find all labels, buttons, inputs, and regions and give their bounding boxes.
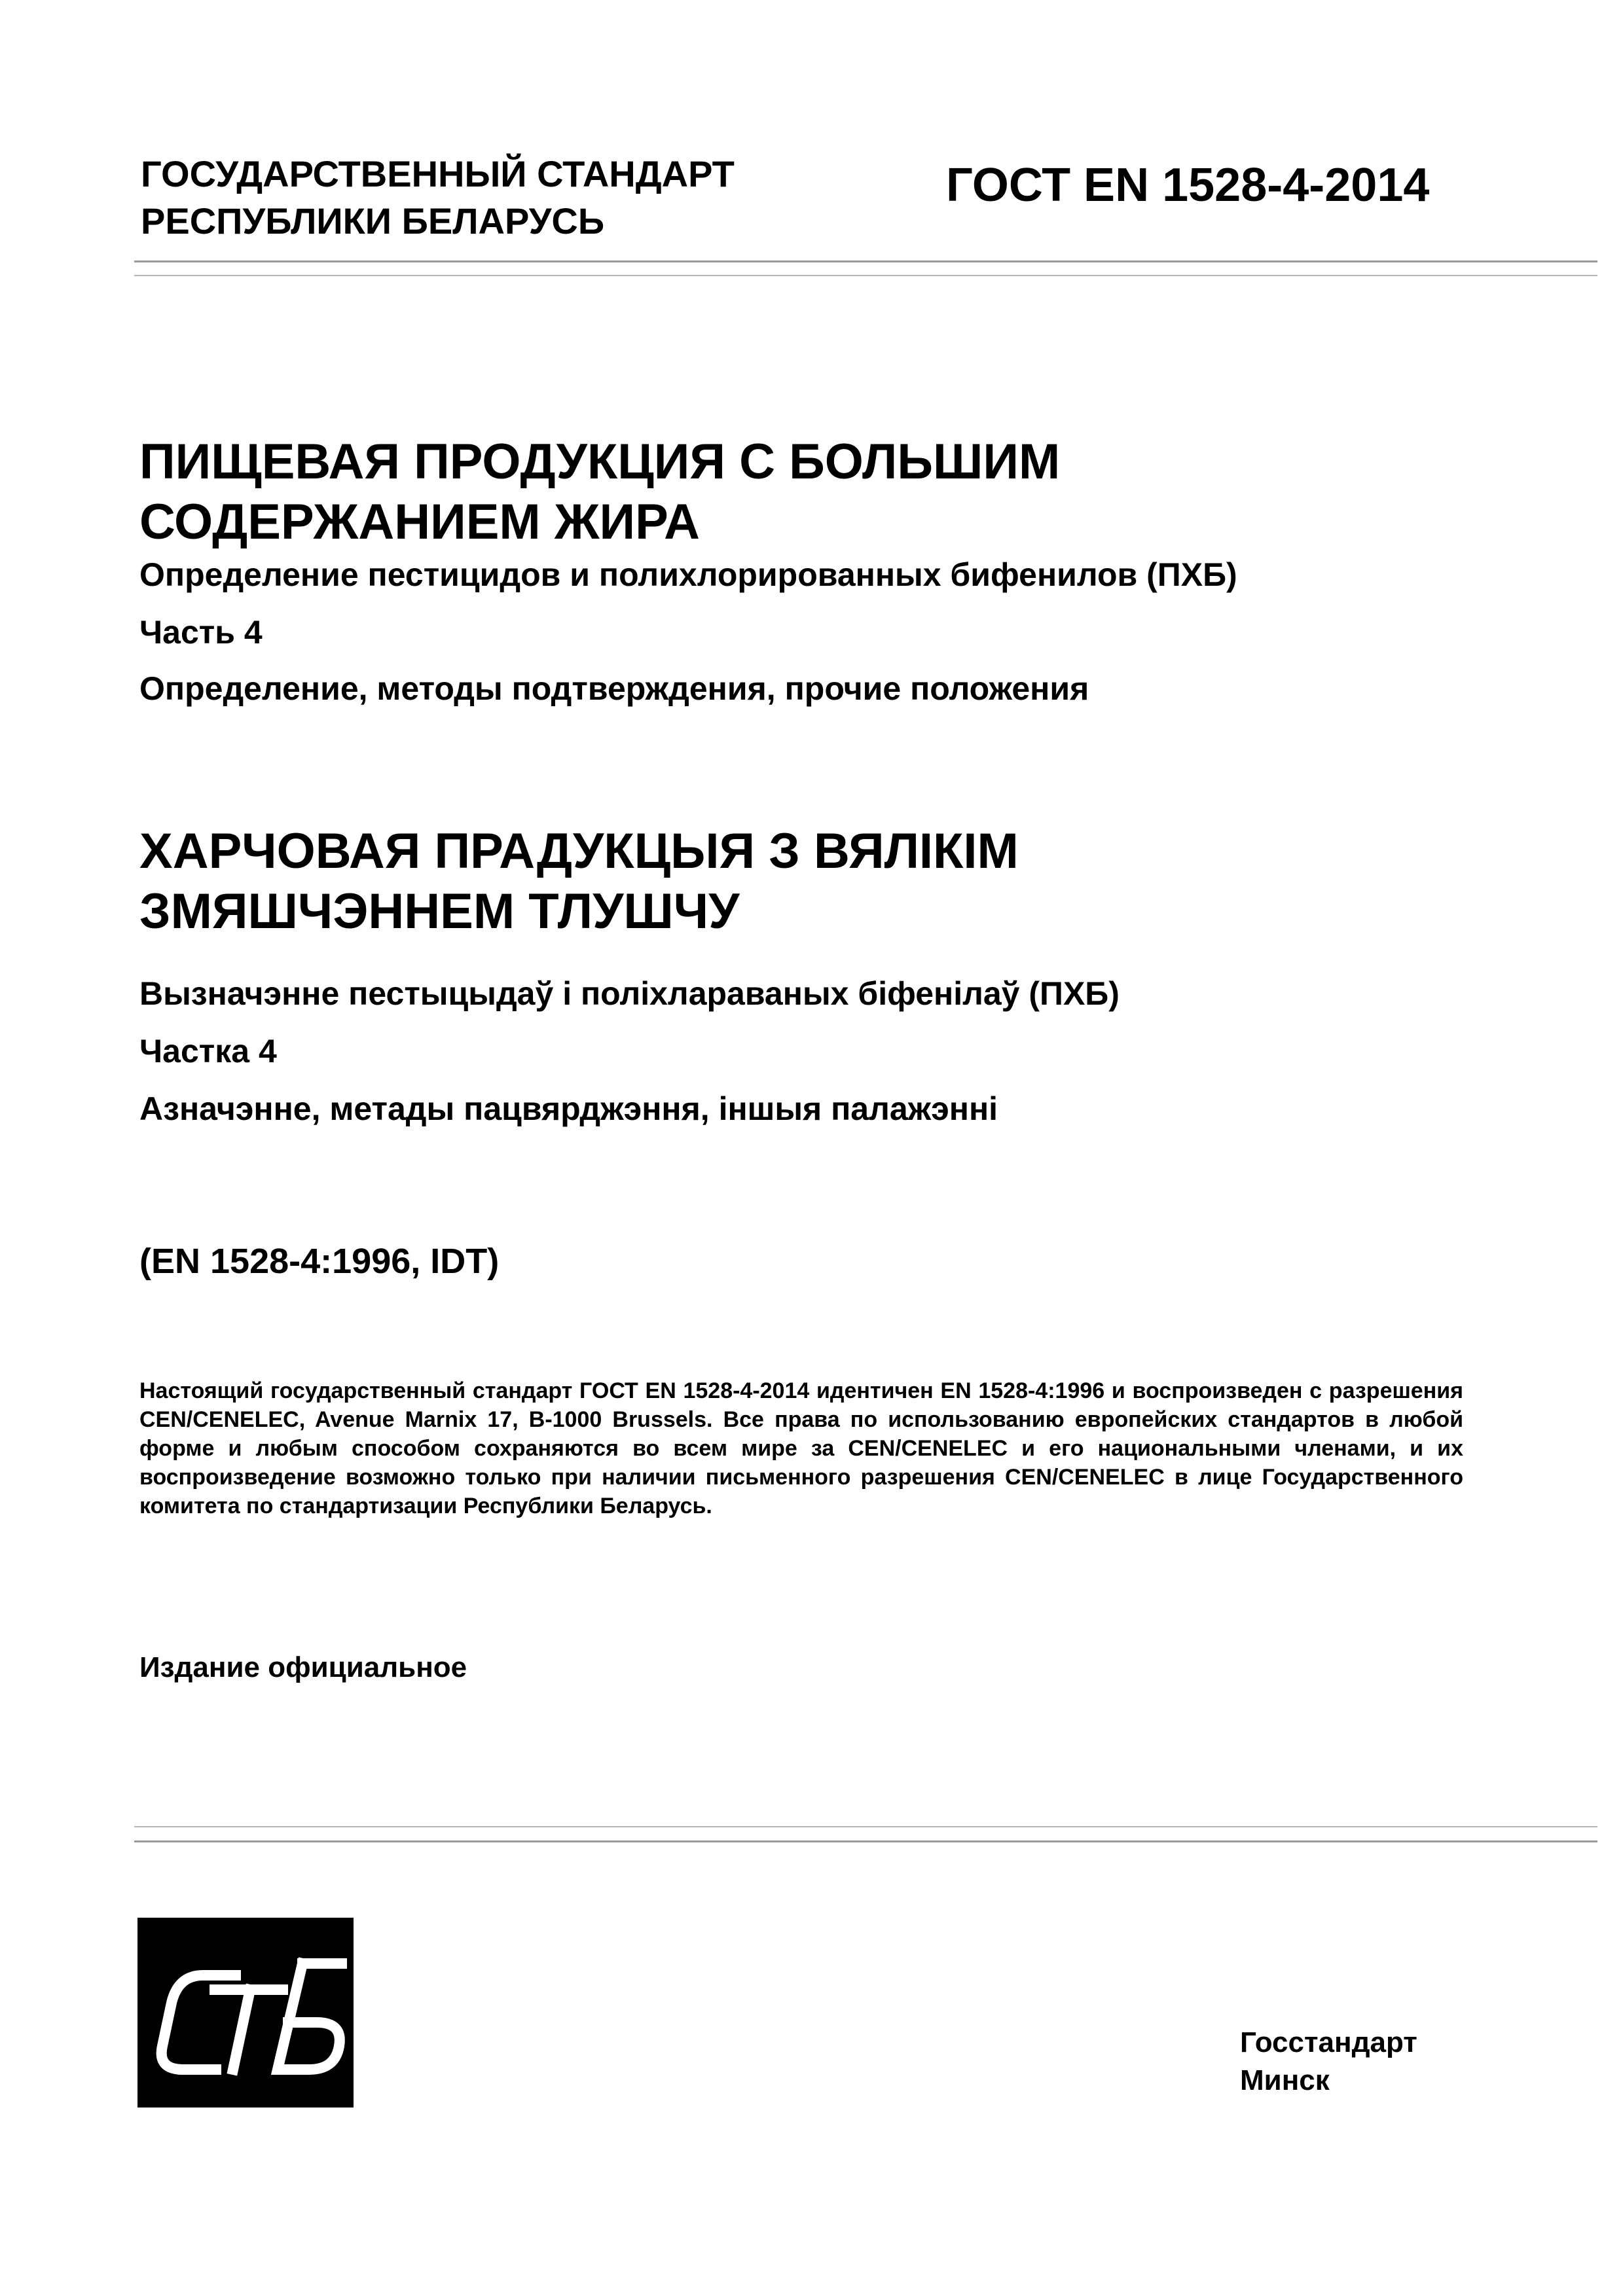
title-belarusian xyxy=(139,821,1019,942)
part-belarusian: Частка 4 xyxy=(139,1033,277,1069)
header-divider xyxy=(134,260,1597,262)
part-description-russian: Определение, методы подтверждения, прочие положения xyxy=(139,670,1089,707)
publisher-city: Минск xyxy=(1240,2064,1330,2096)
footer-divider xyxy=(134,1826,1597,1827)
stb-logo-icon xyxy=(137,1918,354,2108)
identity-reference: (EN 1528-4:1996, IDT) xyxy=(139,1242,500,1281)
header-org-line2: РЕСПУБЛИКИ БЕЛАРУСЬ xyxy=(141,200,605,242)
header-organization xyxy=(141,151,735,245)
header-divider-secondary xyxy=(134,275,1597,276)
footer-divider-secondary xyxy=(134,1840,1597,1842)
publisher-name: Госстандарт xyxy=(1240,2026,1417,2058)
subtitle-belarusian: Вызначэнне пестыцыдаў і поліхлараваных біфенілаў (ПХБ) xyxy=(139,975,1120,1012)
edition-label: Издание официальное xyxy=(139,1651,467,1683)
header-org-line1: ГОСУДАРСТВЕННЫЙ СТАНДАРТ xyxy=(141,153,735,194)
title-russian xyxy=(139,432,1060,552)
title-belarusian-line2: ЗМЯШЧЭННЕМ ТЛУШЧУ xyxy=(139,884,740,939)
title-belarusian-line1: ХАРЧОВАЯ ПРАДУКЦЫЯ З ВЯЛІКІМ xyxy=(139,823,1019,879)
copyright-notice: Настоящий государственный стандарт ГОСТ EN 1528-4-2014 идентичен EN 1528-4:1996 и воспроизведен с разрешения CEN/CENELEC, Avenue Marnix 17, B-1000 Brussels. Все права по использованию европейских стандартов в любой форме и любым способом сохраняются во всем мире за CEN/CENELEC и его национальными членами, и их воспроизведение возможно только при наличии письменного разрешения CEN/CENELEC в лице Государственного комитета по стандартизации Республики Беларусь. xyxy=(139,1378,1463,1518)
part-russian: Часть 4 xyxy=(139,614,263,651)
part-description-belarusian: Азначэнне, метады пацвярджэння, іншыя палажэнні xyxy=(139,1090,998,1127)
publisher-block xyxy=(1240,2024,1417,2100)
title-russian-line1: ПИЩЕВАЯ ПРОДУКЦИЯ С БОЛЬШИМ xyxy=(139,434,1061,490)
title-russian-line2: СОДЕРЖАНИЕМ ЖИРА xyxy=(139,494,701,550)
subtitle-russian: Определение пестицидов и полихлорированных бифенилов (ПХБ) xyxy=(139,556,1237,593)
standard-designation: ГОСТ EN 1528-4-2014 xyxy=(946,159,1430,211)
